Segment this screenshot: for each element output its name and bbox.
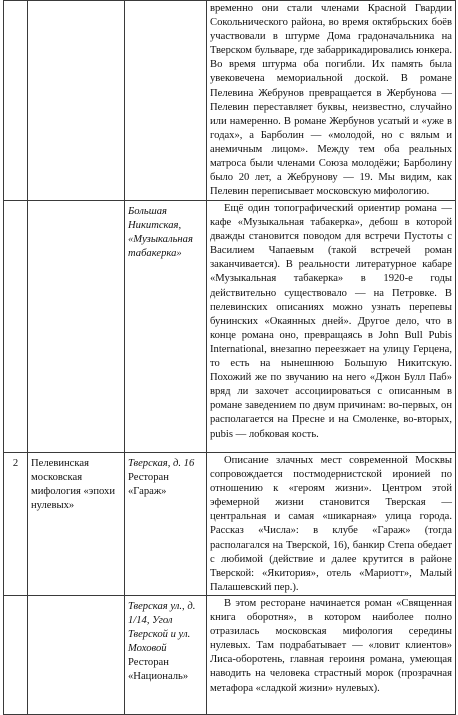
topic-cell xyxy=(28,201,125,453)
place-cell xyxy=(125,201,207,453)
topic-cell xyxy=(28,595,125,714)
row-number-cell: 2 xyxy=(4,453,28,596)
row-number-cell xyxy=(4,595,28,714)
description-text: Описание злачных мест современной Москвы сопровождается постмодернистской иронией по отношению к «героям жизни». Центром этой эфемерной жизни становится Тверская — центральная и самая «шикарная» улица города. Рассказ «Числа»: в клубе «Гараж» (тогда располагался на Тверской, 16), банкир Степа обедает с любимой (действие и далее крутится в районе Тверской: «Якитория», отель «Мариотт», Малый Палашевский пер.). xyxy=(210,455,452,593)
place-venue: Ресторан «Гараж» xyxy=(128,472,169,498)
topic-cell xyxy=(28,1,125,201)
topic-cell: Пелевинская московская мифология «эпохи нулевых» xyxy=(28,453,125,596)
table-row xyxy=(4,201,456,453)
place-address: Большая Никитская, «Музыкальная табакерка» xyxy=(128,206,193,260)
mythology-table xyxy=(3,0,456,715)
place-address: Тверская, д. 16 xyxy=(128,458,195,469)
table-row xyxy=(4,453,456,596)
description-text: В этом ресторане начинается роман «Священная книга оборотня», в котором наиболее полно отразилась московская мифология середины нулевых. Там подрабатывает — «ловит клиентов» Лиса-оборотень, главная героиня романа, умеющая наводить на человека страстный морок (прозрачная метафора «сладкой жизни» нулевых). xyxy=(210,597,452,694)
description-text: Ещё один топографический ориентир романа — кафе «Музыкальная табакерка», дебош в которой дважды становится поводом для встречи Пустоты с Василием Чапаевым (такой встречей роман заканчивается). В реальности литературное кабаре «Музыкальная табакерка» в 1920-е годы действительно существовало — на Петровке. В пелевинских описаниях можно узнать перепевы бунинских «Окаянных дней». Другое дело, что в конце романа оно, превращаясь в John Bull Pubis International, внезапно переезжает на улицу Герцена, то есть на нынешнюю Большую Никитскую. Похожий же по звучанию на него «Джон Булл Паб» вряд ли захочет ассоциироваться с описанным в романе заведением по двум причинам: во-первых, он располагается на Пресне и на Смоленке, во-вторых, pubis — лобковая кость. xyxy=(210,203,452,440)
document-page xyxy=(3,0,455,715)
description-cell xyxy=(207,1,456,201)
description-cell xyxy=(207,453,456,596)
row-number-cell xyxy=(4,1,28,201)
table-row xyxy=(4,595,456,714)
place-address: Тверская ул., д. 1/14, Угол Тверской и ул. Моховой xyxy=(128,600,196,655)
place-venue: Ресторан «Националь» xyxy=(128,657,189,683)
description-cell xyxy=(207,595,456,714)
place-cell xyxy=(125,595,207,714)
table-row xyxy=(4,1,456,201)
place-cell xyxy=(125,453,207,596)
row-number-cell xyxy=(4,201,28,453)
description-text: временно они стали членами Красной Гвардии Сокольнического района, во время октябрьских боёв участвовали в штурме Дома градоначальника на Тверском бульваре, где забаррикадировались юнкера. Во время штурма оба погибли. Их память была увековечена мемориальной доской. В романе Пелевина Жебрунов превращается в Жербунова — Пелевин переставляет буквы, неизвестно, случайно или намеренно. В романе Жербунов усатый и «уже в годах», а Барболин — «молодой, но с вялым и анемичным лицом». Между тем оба реальных матроса были членами Союза молодёжи; Барболину было 20 лет, а Жебрунову — 19. Мы видим, как Пелевин переписывает московскую мифологию. xyxy=(210,3,452,198)
description-cell xyxy=(207,201,456,453)
place-cell xyxy=(125,1,207,201)
